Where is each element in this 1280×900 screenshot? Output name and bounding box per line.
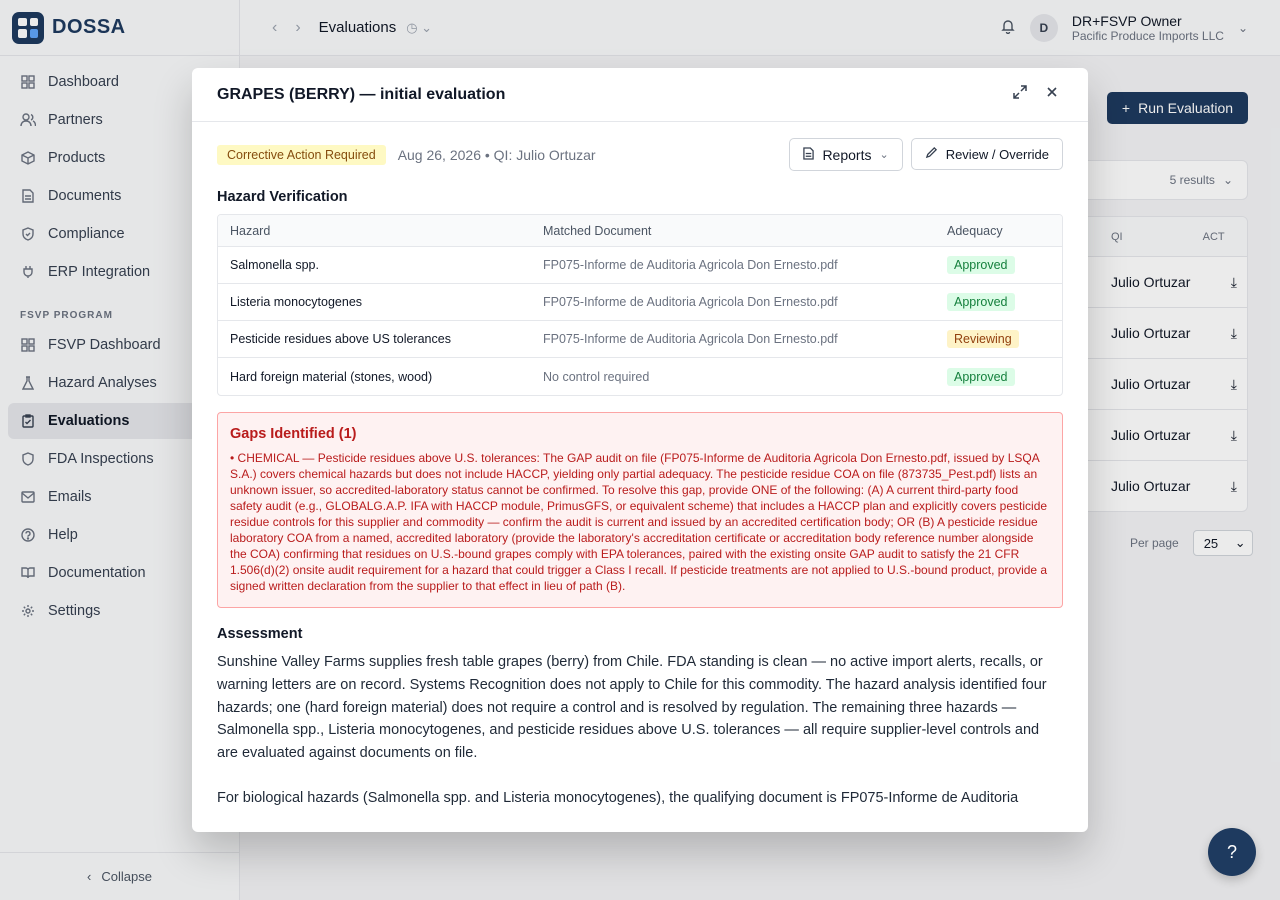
document-cell: No control required [543, 369, 650, 384]
chevron-down-icon: ⌄ [1222, 173, 1233, 187]
qi-cell: Julio Ortuzar [1111, 427, 1191, 443]
col-hazard: Hazard [230, 223, 271, 238]
table-row [218, 358, 1062, 395]
download-icon[interactable]: ⤓ [1230, 426, 1237, 443]
sidebar-item-label: Settings [48, 603, 101, 619]
reports-button[interactable] [789, 138, 902, 171]
run-evaluation-label: Run Evaluation [1138, 100, 1234, 116]
gaps-text: • CHEMICAL — Pesticide residues above U.S. tolerances: The GAP audit on file (FP075-Informe de Auditoria Agricola Don Ernesto.pdf, issued by LSQA S.A.) covers chemical hazards but does not include HACCP, yielding only partial adequacy. The pesticide residue COA on file (873735_Pest.pdf) lists an unknown issuer, so accredited-laboratory status cannot be confirmed. To resolve this gap, provide ONE of the following: (A) A current third-party food safety audit (e.g., GLOBALG.A.P. IFA with HACCP module, PrimusGFS, or equivalent scheme) that includes a HACCP plan and explicitly covers pesticide residue controls for this supplier and commodity — confirm the audit is current and issued by an accredited certification body; OR (B) A pesticide residue laboratory COA from a named, accredited laboratory (provide the laboratory's accreditation certificate or accreditation body reference number alongside the COA) confirming that residues on U.S.-bound grapes comply with EPA tolerances, paired with the existing onsite GAP audit to satisfy the 21 CFR 1.506(d)(2) onsite audit requirement for a hazard that could trigger a Class I recall. If pesticide treatments are not applied to U.S.-bound product, provide a signed written declaration from the supplier to that effect in lieu of path (B). [230, 451, 1048, 593]
sidebar-item-label: Evaluations [48, 413, 130, 429]
sidebar-item-label: Partners [48, 112, 103, 128]
download-icon[interactable]: ⤓ [1230, 324, 1237, 341]
evaluation-modal [192, 68, 1088, 832]
close-icon[interactable] [1044, 84, 1060, 105]
logo-text: DOSSA [52, 16, 126, 38]
table-row [218, 247, 1062, 284]
per-page-label: Per page [1130, 536, 1179, 550]
modal-actions [1012, 84, 1060, 105]
hazard-cell: Listeria monocytogenes [230, 295, 363, 309]
adequacy-badge: Approved [947, 293, 1015, 311]
review-override-button[interactable] [911, 138, 1063, 170]
qi-cell: Julio Ortuzar [1111, 274, 1191, 290]
page-title: Evaluations [318, 19, 397, 36]
adequacy-badge: Approved [947, 368, 1015, 386]
sidebar-item-label: Emails [48, 489, 92, 505]
sidebar-item-label: FDA Inspections [48, 451, 154, 467]
download-icon[interactable]: ⤓ [1230, 273, 1237, 290]
plus-icon: + [1121, 100, 1131, 116]
user-org: Pacific Produce Imports LLC [1071, 29, 1224, 43]
expand-icon[interactable] [1012, 84, 1028, 105]
hazard-cell: Salmonella spp. [230, 258, 319, 272]
col-actions: ACT [1202, 230, 1225, 243]
modal-header [192, 68, 1088, 122]
results-count-label: 5 results [1169, 173, 1215, 187]
hazard-cell: Hard foreign material (stones, wood) [230, 369, 433, 384]
pencil-icon [925, 146, 938, 162]
table-row [218, 321, 1062, 358]
sidebar-item-label: Documents [48, 188, 122, 204]
avatar[interactable]: D [1030, 14, 1058, 42]
gaps-panel [217, 412, 1063, 608]
modal-body[interactable] [192, 122, 1088, 832]
reports-label: Reports [822, 146, 872, 163]
gaps-heading: Gaps Identified (1) [230, 426, 357, 442]
qi-cell: Julio Ortuzar [1111, 376, 1191, 392]
sidebar-item-label: Help [48, 527, 78, 543]
document-cell[interactable]: FP075-Informe de Auditoria Agricola Don Ernesto.pdf [543, 295, 838, 309]
chevron-down-icon: ⌄ [879, 149, 889, 161]
help-fab-button[interactable]: ? [1208, 828, 1256, 876]
document-cell[interactable]: FP075-Informe de Auditoria Agricola Don Ernesto.pdf [543, 332, 838, 346]
forward-arrow-icon[interactable]: › [295, 18, 301, 36]
sidebar-item-label: Hazard Analyses [48, 375, 157, 391]
chevron-down-icon[interactable]: ⌄ [1237, 21, 1248, 35]
assessment-heading: Assessment [217, 626, 303, 642]
chevron-left-icon: ‹ [87, 869, 92, 884]
sidebar-item-label: Dashboard [48, 74, 119, 90]
hazard-table-header [218, 215, 1062, 247]
hazard-cell: Pesticide residues above US tolerances [230, 332, 451, 346]
col-adequacy: Adequacy [947, 223, 1003, 238]
sidebar-item-label: ERP Integration [48, 264, 151, 280]
table-row [218, 284, 1062, 321]
assessment-paragraph: Sunshine Valley Farms supplies fresh table grapes (berry) from Chile. FDA standing is clean — no active import alerts, recalls, or warning letters are on record. Systems Recognition does not apply to Chile for this commodity. The hazard analysis identified four hazards; one (hard foreign material) does not require a control and is resolved by regulation. The remaining three hazards — Salmonella spp., Listeria monocytogenes, and pesticide residues above U.S. tolerances — all require supplier-level controls and are evaluated against documents on file. [217, 654, 1047, 762]
sidebar-item-label: Products [48, 150, 106, 166]
file-icon [803, 147, 814, 163]
adequacy-badge: Approved [947, 256, 1015, 274]
qi-cell: Julio Ortuzar [1111, 478, 1191, 494]
nav-section-fsvp: FSVP PROGRAM [20, 310, 113, 321]
col-qi[interactable]: QI [1111, 230, 1123, 243]
document-cell[interactable]: FP075-Informe de Auditoria Agricola Don Ernesto.pdf [543, 258, 838, 272]
hazard-table [217, 214, 1063, 396]
back-arrow-icon[interactable]: ‹ [272, 18, 278, 36]
assessment-paragraph: For biological hazards (Salmonella spp. and Listeria monocytogenes), the qualifying document is FP075-Informe de Auditoria [217, 789, 1019, 806]
review-override-label: Review / Override [945, 146, 1049, 162]
per-page-value: 25 [1203, 535, 1219, 551]
collapse-label: Collapse [101, 869, 152, 884]
history-icon[interactable]: ◷ ⌄ [406, 19, 433, 35]
qi-cell: Julio Ortuzar [1111, 325, 1191, 341]
sidebar-item-label: Compliance [48, 226, 125, 242]
download-icon[interactable]: ⤓ [1230, 375, 1237, 392]
hazard-verification-heading: Hazard Verification [217, 189, 348, 205]
modal-title: GRAPES (BERRY) — initial evaluation [217, 85, 506, 103]
user-name: DR+FSVP Owner [1071, 13, 1182, 29]
status-badge: Corrective Action Required [217, 145, 386, 165]
download-icon[interactable]: ⤓ [1230, 477, 1237, 494]
chevron-down-icon: ⌄ [1234, 535, 1246, 550]
adequacy-badge: Reviewing [947, 330, 1019, 348]
col-matched-document: Matched Document [543, 223, 652, 238]
sidebar-item-label: Documentation [48, 565, 146, 581]
evaluation-date-qi: Aug 26, 2026 • QI: Julio Ortuzar [397, 146, 596, 163]
sidebar-item-label: FSVP Dashboard [48, 337, 161, 353]
meta-buttons [789, 138, 1063, 171]
